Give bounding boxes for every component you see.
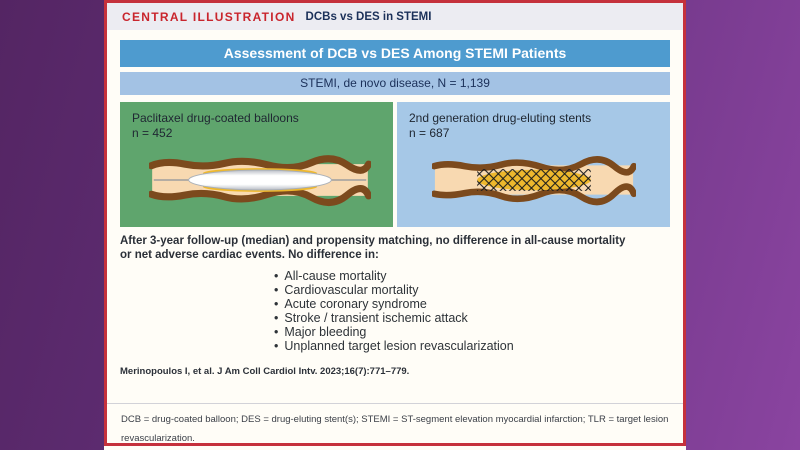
outcomes-list	[120, 269, 670, 353]
assessment-banner: Assessment of DCB vs DES Among STEMI Patients	[120, 40, 670, 67]
central-illustration-label: CENTRAL ILLUSTRATION	[122, 9, 296, 24]
outcome-bullet-item: • All-cause mortality	[274, 269, 670, 283]
findings-summary-line2: or net adverse cardiac events. No difference in:	[120, 249, 379, 261]
balloon-in-artery-icon	[149, 153, 371, 207]
dcb-panel-label: Paclitaxel drug-coated balloons	[132, 111, 299, 125]
stent-in-artery-icon	[432, 153, 636, 207]
outcome-bullet-item: • Acute coronary syndrome	[274, 297, 670, 311]
figure-body	[104, 30, 686, 377]
outcome-bullet-item: • Unplanned target lesion revascularization	[274, 339, 670, 353]
des-panel	[397, 102, 670, 227]
outcome-bullet-item: • Cardiovascular mortality	[274, 283, 670, 297]
findings-summary-line1: After 3-year follow-up (median) and propensity matching, no difference in all-cause mortality	[120, 235, 626, 247]
treatment-panels	[120, 102, 670, 227]
des-panel-label: 2nd generation drug-eluting stents	[409, 111, 592, 125]
figure-header	[107, 3, 683, 30]
findings-summary	[120, 234, 670, 262]
abbreviations-footnote: DCB = drug-coated balloon; DES = drug-eluting stent(s); STEMI = ST-segment elevation myocardial infarction; TLR = target lesion revascularization.	[107, 403, 683, 443]
figure-title: DCBs vs DES in STEMI	[305, 10, 432, 23]
outcome-bullet-item: • Stroke / transient ischemic attack	[274, 311, 670, 325]
outcome-bullet-item: • Major bleeding	[274, 325, 670, 339]
population-bar: STEMI, de novo disease, N = 1,139	[120, 72, 670, 95]
dcb-panel-n: n = 452	[132, 126, 173, 140]
citation: Merinopoulos I, et al. J Am Coll Cardiol Intv. 2023;16(7):771–779.	[120, 366, 410, 377]
figure-card	[104, 0, 686, 450]
des-panel-n: n = 687	[409, 126, 450, 140]
dcb-panel	[120, 102, 393, 227]
